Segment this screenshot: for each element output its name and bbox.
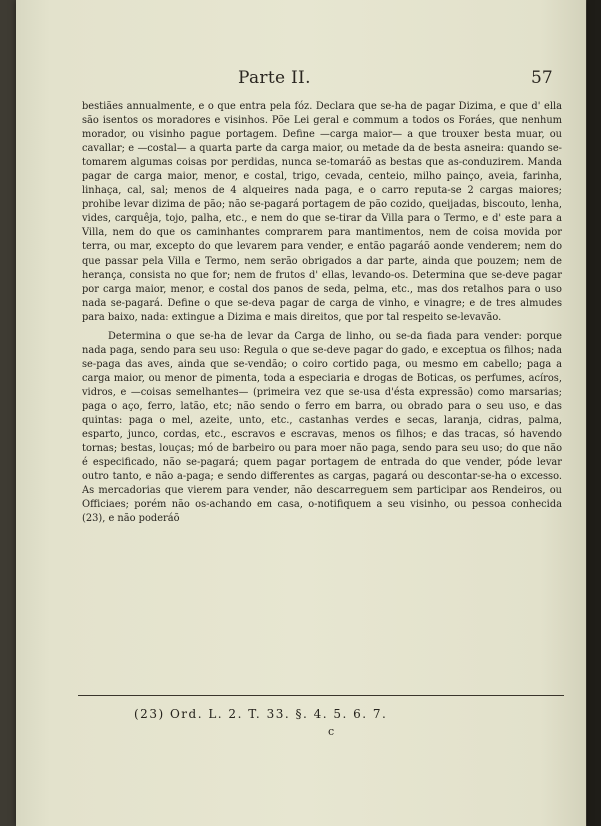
footnote: (23) Ord. L. 2. T. 33. §. 4. 5. 6. 7. <box>134 707 388 721</box>
book-page <box>16 0 586 826</box>
footnote-rule <box>78 695 564 696</box>
part-title: Parte II. <box>238 68 311 88</box>
book-spine <box>587 0 601 826</box>
signature-mark: c <box>328 725 335 738</box>
page-number: 57 <box>531 68 553 88</box>
body-text <box>82 100 562 526</box>
paragraph: Determina o que se-ha de levar da Carga de linho, ou se-da fiada para vender: porque nada paga, sendo para seu uso: Regula o que se-deve pagar do gado, e exceptua os filhos; nada se-paga das aves, ainda que se-vendão; o coiro cortido paga, ou mesmo em cabello; paga a carga maior, ou menor de pimenta, toda a especiaria e drogas de Boticas, os perfumes, acíros, vidros, e —coisas semelhantes— (primeira vez que se-usa d'ésta expressão) como marsarias; paga o aço, ferro, latão, etc; não sendo o ferro em barra, ou obrado para o seu uso, e das quintas: paga o mel, azeite, unto, etc., castanhas verdes e secas, laranja, cidras, palma, esparto, junco, cordas, etc., escravos e escravas, menos os filhos; e das tracas, só havendo tornas; bestas, louças; mó de barbeiro ou para moer não paga, sendo para seu uso; do que não é especificado, não se-pagará; quem pagar portagem de entrada do que vender, póde levar outro tanto, e não a-paga; e sendo differentes as cargas, pagará ou descontar-se-ha o excesso. As mercadorias que vierem para vender, não descarreguem sem participar aos Rendeiros, ou Officiaes; porém não os-achando em casa, o-notifiquem a seu visinho, ou pessoa conhecida (23), e não poderáõ <box>82 330 562 525</box>
paragraph: bestiães annualmente, e o que entra pela fóz. Declara que se-ha de pagar Dizima, e que d' ella são isentos os moradores e visinhos. Põe Lei geral e commum a todos os Foráes, que nenhum morador, ou visinho pague portagem. Define —carga maior— a que trouxer besta muar, ou cavallar; e —costal— a quarta parte da carga maior, ou metade da de besta asneira: quando se-tomarem algumas coisas por perdidas, nunca se-tomaráõ as bestas que as-conduzirem. Manda pagar de carga maior, menor, e costal, trigo, cevada, centeio, milho painço, aveia, farinha, linhaça, cal, sal; menos de 4 alqueires nada paga, e o carro reputa-se 2 cargas maiores; prohibe levar dizima de pão; não se-pagará portagem de pão cozido, queijadas, biscouto, lenha, vides, carquêja, tojo, palha, etc., e nem do que se-tirar da Villa para o Termo, e d' este para a Villa, nem do que os caminhantes comprarem para mantimentos, nem de coisa movida por terra, ou mar, excepto do que levarem para vender, e então pagaráõ aonde venderem; nem do que passar pela Villa e Termo, nem serão obrigados a dar parte, ainda que pouzem; nem de herança, consista no que for; nem de frutos d' ellas, levando-os. Determina que se-deve pagar por carga maior, menor, e costal dos panos de seda, pelma, etc., mas dos retalhos para o uso nada se-pagará. Define o que se-deva pagar de carga de vinho, e vinagre; e de tres almudes para baixo, nada: extingue a Dizima e mais direitos, que por tal respeito se-levavão. <box>82 101 562 323</box>
running-header <box>16 68 586 94</box>
